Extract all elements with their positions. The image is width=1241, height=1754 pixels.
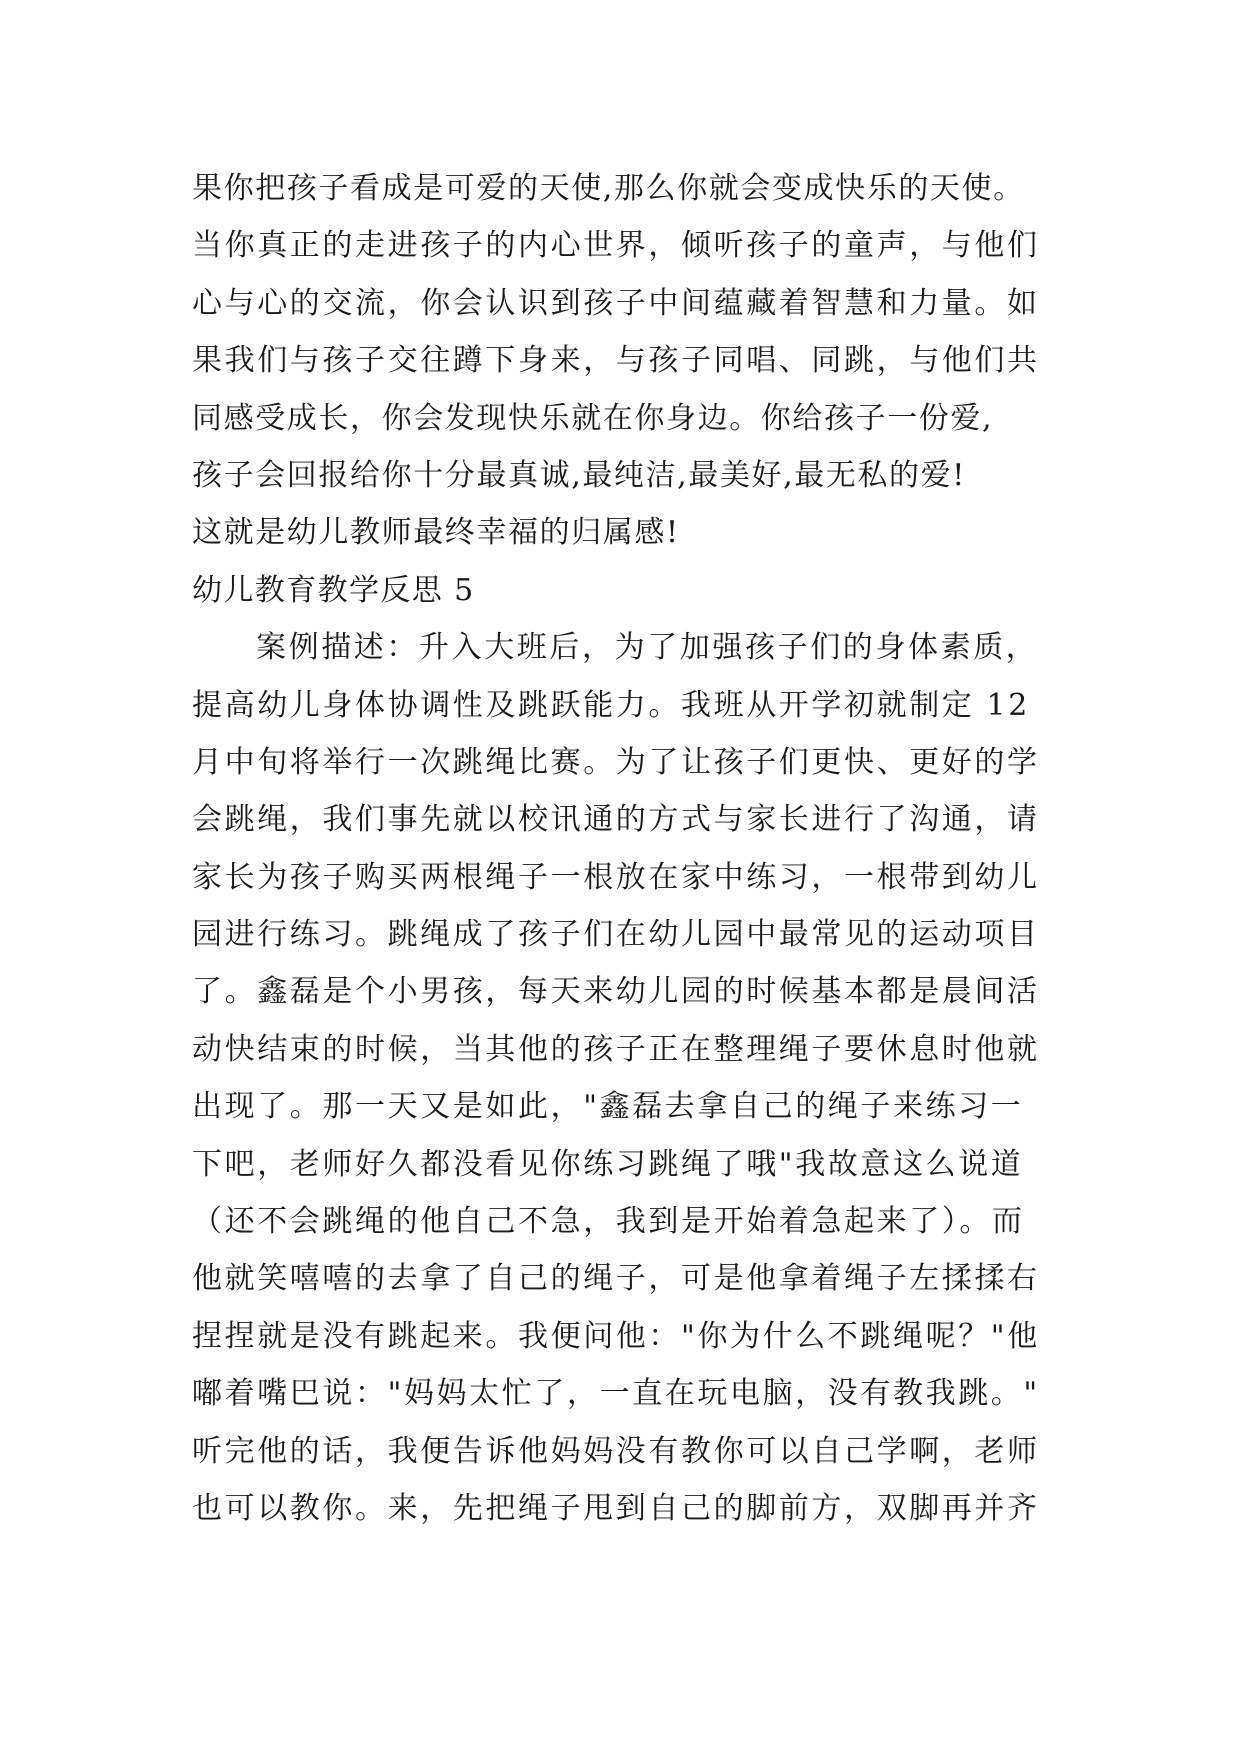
text-line: 月中旬将举行一次跳绳比赛。为了让孩子们更快、更好的学 [192, 744, 1040, 780]
paragraph-first-line: 案例描述：升入大班后，为了加强孩子们的身体素质， [256, 630, 1039, 666]
text-line: 他就笑嘻嘻的去拿了自己的绳子，可是他拿着绳子左揉揉右 [192, 1261, 1040, 1297]
text-line: 当你真正的走进孩子的内心世界，倾听孩子的童声，与他们 [192, 228, 1040, 264]
text-line: 家长为孩子购买两根绳子一根放在家中练习，一根带到幼儿 [192, 859, 1040, 895]
document-body [192, 160, 1092, 1537]
text-line: 果我们与孩子交往蹲下身来，与孩子同唱、同跳，与他们共 [192, 343, 1040, 379]
text-line: 下吧，老师好久都没看见你练习跳绳了哦"我故意这么说道 [192, 1146, 1024, 1182]
text-line: 嘟着嘴巴说："妈妈太忙了，一直在玩电脑，没有教我跳。" [192, 1376, 1040, 1412]
text-line: 果你把孩子看成是可爱的天使,那么你就会变成快乐的天使。 [192, 171, 1025, 206]
text-line: 出现了。那一天又是如此，"鑫磊去拿自己的绳子来练习一 [192, 1089, 1024, 1125]
text-line: 动快结束的时候，当其他的孩子正在整理绳子要休息时他就 [192, 1031, 1040, 1067]
text-line: 了。鑫磊是个小男孩，每天来幼儿园的时候基本都是晨间活 [192, 974, 1040, 1010]
text-line: 提高幼儿身体协调性及跳跃能力。我班从开学初就制定 12 [192, 687, 1030, 723]
text-line: 园进行练习。跳绳成了孩子们在幼儿园中最常见的运动项目 [192, 917, 1040, 953]
text-line: 这就是幼儿教师最终幸福的归属感! [192, 515, 680, 551]
text-line: 孩子会回报给你十分最真诚,最纯洁,最美好,最无私的爱! [192, 457, 966, 493]
section-heading: 幼儿教育教学反思 5 [192, 572, 475, 608]
text-line: 也可以教你。来，先把绳子甩到自己的脚前方，双脚再并齐 [192, 1490, 1040, 1526]
text-line: 听完他的话，我便告诉他妈妈没有教你可以自己学啊，老师 [192, 1433, 1040, 1469]
text-line: 同感受成长，你会发现快乐就在你身边。你给孩子一份爱, [192, 400, 994, 436]
text-line: 会跳绳，我们事先就以校讯通的方式与家长进行了沟通，请 [192, 802, 1040, 838]
text-line: （还不会跳绳的他自己不急，我到是开始着急起来了）。而 [192, 1204, 1025, 1240]
text-line: 捏捏就是没有跳起来。我便问他："你为什么不跳绳呢？"他 [192, 1318, 1040, 1354]
text-line: 心与心的交流，你会认识到孩子中间蕴藏着智慧和力量。如 [192, 285, 1040, 321]
